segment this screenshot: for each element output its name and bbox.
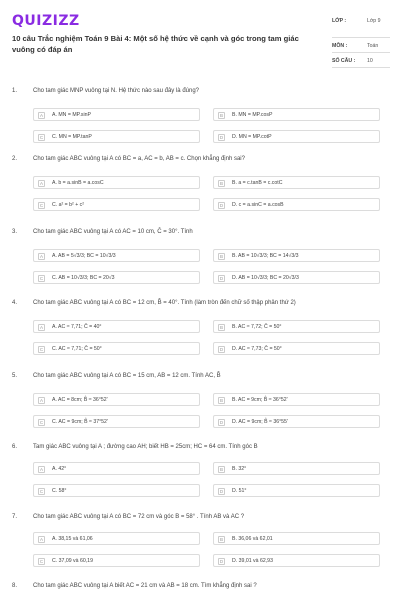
question-number: 3. xyxy=(12,229,18,235)
lop-label: LỚP : xyxy=(332,18,347,24)
page-title: 10 câu Trắc nghiệm Toán 9 Bài 4: Một số hệ thức về cạnh và góc trong tam giác vuông có đáp án xyxy=(12,34,299,54)
option-letter-badge: D xyxy=(219,346,224,352)
option-letter-badge: B xyxy=(219,324,223,330)
option-letter-badge: C xyxy=(39,419,44,425)
question-text: Cho tam giác ABC vuông tại A có BC = 12 cm, B̂ = 40°. Tính (làm tròn đến chữ số thập phân thứ 2) xyxy=(33,300,296,306)
option-d[interactable] xyxy=(213,271,380,284)
option-letter-badge: C xyxy=(39,275,44,281)
option-c[interactable] xyxy=(33,130,200,143)
socau-value: 10 xyxy=(367,58,373,64)
option-text: B. MN = MP.cosP xyxy=(232,112,273,118)
option-b[interactable] xyxy=(213,462,380,475)
option-a[interactable] xyxy=(33,176,200,189)
option-letter-badge: B xyxy=(219,253,223,259)
question-text: Tam giác ABC vuông tại A ; đường cao AH; biết HB = 25cm; HC = 64 cm. Tính góc B xyxy=(33,444,258,450)
question-text: Cho tam giác ABC vuông tại A có AC = 10 cm, Ĉ = 30°. Tính xyxy=(33,229,193,235)
option-letter-badge: A xyxy=(39,466,43,472)
option-text: D. AC = 9cm; B̂ ≈ 36°55' xyxy=(232,419,288,425)
question-text: Cho tam giác ABC vuông tại A có BC = 15 cm, AB = 12 cm. Tính AC, B̂ xyxy=(33,373,221,379)
question-number: 2. xyxy=(12,156,18,162)
question-number: 6. xyxy=(12,444,18,450)
option-text: D. 51° xyxy=(232,488,247,494)
option-letter-badge: D xyxy=(219,275,224,281)
option-letter-badge: B xyxy=(219,536,223,542)
option-letter-badge: D xyxy=(219,134,224,140)
option-letter-badge: D xyxy=(219,558,224,564)
option-text: C. 37,09 và 60,19 xyxy=(52,558,93,564)
option-text: D. MN = MP.cotP xyxy=(232,134,272,140)
option-c[interactable] xyxy=(33,415,200,428)
question-text: Cho tam giác MNP vuông tại N. Hệ thức nào sau đây là đúng? xyxy=(33,88,199,94)
option-text: A. MN = MP.sinP xyxy=(52,112,91,118)
option-letter-badge: C xyxy=(39,134,44,140)
meta-divider xyxy=(332,67,390,68)
option-d[interactable] xyxy=(213,130,380,143)
option-b[interactable] xyxy=(213,532,380,545)
option-text: B. AC ≈ 7,72; Ĉ = 50° xyxy=(232,324,282,330)
meta-divider xyxy=(332,37,390,38)
option-letter-badge: A xyxy=(39,112,43,118)
question-number: 8. xyxy=(12,583,18,589)
option-text: C. AC = 9cm; B̂ ≈ 37°52' xyxy=(52,419,108,425)
question-number: 7. xyxy=(12,514,18,520)
option-text: C. 58° xyxy=(52,488,67,494)
socau-label: SỐ CÂU : xyxy=(332,58,356,64)
option-letter-badge: A xyxy=(39,180,43,186)
option-text: A. AC ≈ 7,71; Ĉ = 40° xyxy=(52,324,102,330)
lop-value: Lớp 9 xyxy=(367,18,381,24)
option-text: B. a = c.tanB = c.cotC xyxy=(232,180,283,186)
option-a[interactable] xyxy=(33,249,200,262)
option-text: A. b = a.sinB = a.cosC xyxy=(52,180,104,186)
question-number: 4. xyxy=(12,300,18,306)
option-text: B. 32° xyxy=(232,466,247,472)
option-d[interactable] xyxy=(213,198,380,211)
option-a[interactable] xyxy=(33,320,200,333)
option-c[interactable] xyxy=(33,198,200,211)
option-letter-badge: B xyxy=(219,466,223,472)
option-a[interactable] xyxy=(33,108,200,121)
option-b[interactable] xyxy=(213,393,380,406)
option-text: C. a² = b² + c² xyxy=(52,202,84,208)
option-letter-badge: A xyxy=(39,397,43,403)
option-a[interactable] xyxy=(33,393,200,406)
option-text: A. AC = 8cm; B̂ ≈ 36°52' xyxy=(52,397,108,403)
option-d[interactable] xyxy=(213,554,380,567)
option-text: A. 38,15 và 61,06 xyxy=(52,536,93,542)
option-text: B. AC = 9cm; B̂ ≈ 36°52' xyxy=(232,397,288,403)
option-text: B. AB = 10√3/3; BC = 14√3/3 xyxy=(232,253,299,259)
option-c[interactable] xyxy=(33,484,200,497)
option-letter-badge: D xyxy=(219,202,224,208)
meta-divider xyxy=(332,52,390,53)
option-text: A. 42° xyxy=(52,466,67,472)
mon-label: MÔN : xyxy=(332,43,348,49)
option-letter-badge: B xyxy=(219,397,223,403)
option-d[interactable] xyxy=(213,484,380,497)
option-b[interactable] xyxy=(213,249,380,262)
option-text: D. c = a.sinC = a.cosB xyxy=(232,202,284,208)
option-text: C. AC ≈ 7,71; Ĉ = 50° xyxy=(52,346,102,352)
question-number: 5. xyxy=(12,373,18,379)
option-text: C. AB = 10√3/3; BC = 20√3 xyxy=(52,275,115,281)
option-letter-badge: A xyxy=(39,253,43,259)
option-c[interactable] xyxy=(33,554,200,567)
option-d[interactable] xyxy=(213,415,380,428)
option-text: A. AB = 5√3/3; BC = 10√3/3 xyxy=(52,253,116,259)
option-text: D. AB = 10√3/3; BC = 20√3/3 xyxy=(232,275,299,281)
option-letter-badge: A xyxy=(39,324,43,330)
option-text: D. AC ≈ 7,73; Ĉ = 50° xyxy=(232,346,282,352)
quizizz-logo: QUIZIZZ xyxy=(12,13,80,29)
option-a[interactable] xyxy=(33,462,200,475)
question-text: Cho tam giác ABC vuông tại A biết AC = 21 cm và AB = 18 cm. Tìm khẳng định sai ? xyxy=(33,583,257,589)
question-text: Cho tam giác ABC vuông tại A có BC = 72 cm và góc B = 58° . Tính AB và AC ? xyxy=(33,514,245,520)
option-letter-badge: D xyxy=(219,488,224,494)
option-text: D. 39,01 và 62,93 xyxy=(232,558,273,564)
option-letter-badge: B xyxy=(219,112,223,118)
option-text: C. MN = MP.tanP xyxy=(52,134,92,140)
option-letter-badge: A xyxy=(39,536,43,542)
option-c[interactable] xyxy=(33,271,200,284)
question-text: Cho tam giác ABC vuông tại A có BC = a, AC = b, AB = c. Chọn khẳng định sai? xyxy=(33,156,245,162)
question-number: 1. xyxy=(12,88,18,94)
option-letter-badge: D xyxy=(219,419,224,425)
option-a[interactable] xyxy=(33,532,200,545)
option-letter-badge: C xyxy=(39,558,44,564)
option-b[interactable] xyxy=(213,320,380,333)
option-text: B. 36,06 và 62,01 xyxy=(232,536,273,542)
option-letter-badge: B xyxy=(219,180,223,186)
option-letter-badge: C xyxy=(39,488,44,494)
option-c[interactable] xyxy=(33,342,200,355)
option-b[interactable] xyxy=(213,176,380,189)
option-letter-badge: C xyxy=(39,346,44,352)
mon-value: Toán xyxy=(367,43,379,49)
option-d[interactable] xyxy=(213,342,380,355)
option-b[interactable] xyxy=(213,108,380,121)
option-letter-badge: C xyxy=(39,202,44,208)
